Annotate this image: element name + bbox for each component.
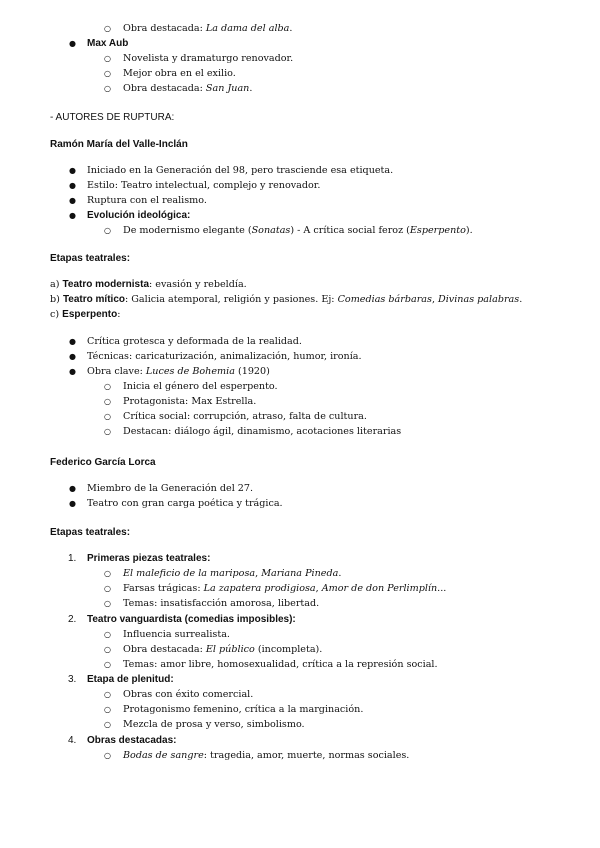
text-line: Obra destacada: El público (incompleta).	[123, 644, 323, 655]
subheading: Etapas teatrales:	[50, 253, 131, 264]
circle-bullet-icon: ○	[104, 660, 111, 669]
text-line: a) Teatro modernista: evasión y rebeldía.	[50, 279, 247, 290]
numbered-item-title: Obras destacadas:	[87, 735, 177, 746]
circle-bullet-icon: ○	[104, 645, 111, 654]
text-line: Influencia surrealista.	[123, 629, 230, 640]
list-number: 4.	[68, 735, 77, 746]
text-line: Novelista y dramaturgo renovador.	[123, 53, 294, 64]
author-heading: Federico García Lorca	[50, 457, 156, 468]
text-line: Destacan: diálogo ágil, dinamismo, acotaciones literarias	[123, 426, 402, 437]
text-line: Temas: amor libre, homosexualidad, crítica a la represión social.	[123, 659, 438, 670]
text-line: Obra destacada: La dama del alba.	[123, 23, 293, 34]
text-line: b) Teatro mítico: Galicia atemporal, religión y pasiones. Ej: Comedias bárbaras, Divinas palabras.	[50, 294, 523, 305]
circle-bullet-icon: ○	[104, 751, 111, 760]
text-line: Obra destacada: San Juan.	[123, 83, 253, 94]
circle-bullet-icon: ○	[104, 69, 111, 78]
list-number: 2.	[68, 614, 77, 625]
circle-bullet-icon: ○	[104, 24, 111, 33]
circle-bullet-icon: ○	[104, 427, 111, 436]
circle-bullet-icon: ○	[104, 690, 111, 699]
bullet-icon: ●	[69, 337, 76, 346]
text-line: Crítica social: corrupción, atraso, falta de cultura.	[123, 411, 367, 422]
author-name: Max Aub	[87, 38, 129, 49]
text-line: Farsas trágicas: La zapatera prodigiosa, Amor de don Perlimplín...	[123, 583, 447, 594]
text-line: Mezcla de prosa y verso, simbolismo.	[123, 719, 305, 730]
bullet-icon: ●	[69, 367, 76, 376]
circle-bullet-icon: ○	[104, 599, 111, 608]
text-line: Ruptura con el realismo.	[87, 195, 207, 206]
text-line: Temas: insatisfacción amorosa, libertad.	[123, 598, 320, 609]
circle-bullet-icon: ○	[104, 630, 111, 639]
author-heading: Ramón María del Valle-Inclán	[50, 139, 188, 150]
text-line: Iniciado en la Generación del 98, pero trasciende esa etiqueta.	[87, 165, 394, 176]
circle-bullet-icon: ○	[104, 412, 111, 421]
text-line: El maleficio de la mariposa, Mariana Pineda.	[123, 568, 342, 579]
list-number: 3.	[68, 674, 77, 685]
circle-bullet-icon: ○	[104, 569, 111, 578]
text-line: Evolución ideológica:	[87, 210, 191, 221]
bullet-icon: ●	[69, 166, 76, 175]
bullet-icon: ●	[69, 484, 76, 493]
text-line: c) Esperpento:	[50, 309, 121, 320]
circle-bullet-icon: ○	[104, 226, 111, 235]
bullet-icon: ●	[69, 181, 76, 190]
text-line: Miembro de la Generación del 27.	[87, 483, 254, 494]
text-line: Obras con éxito comercial.	[123, 689, 254, 700]
numbered-item-title: Teatro vanguardista (comedias imposibles):	[87, 614, 296, 625]
numbered-item-title: Etapa de plenitud:	[87, 674, 174, 685]
list-number: 1.	[68, 553, 77, 564]
text-line: Inicia el género del esperpento.	[123, 381, 278, 392]
subheading: Etapas teatrales:	[50, 527, 131, 538]
circle-bullet-icon: ○	[104, 705, 111, 714]
circle-bullet-icon: ○	[104, 720, 111, 729]
text-line: Protagonismo femenino, crítica a la marginación.	[123, 704, 364, 715]
circle-bullet-icon: ○	[104, 397, 111, 406]
bullet-icon: ●	[69, 352, 76, 361]
text-line: De modernismo elegante (Sonatas) - A crítica social feroz (Esperpento).	[123, 225, 473, 236]
text-line: Protagonista: Max Estrella.	[123, 396, 257, 407]
text-line: Bodas de sangre: tragedia, amor, muerte, normas sociales.	[123, 750, 410, 761]
text-line: Crítica grotesca y deformada de la realidad.	[87, 336, 302, 347]
circle-bullet-icon: ○	[104, 382, 111, 391]
bullet-icon: ●	[69, 39, 76, 48]
text-line: Obra clave: Luces de Bohemia (1920)	[87, 366, 270, 377]
text-line: Teatro con gran carga poética y trágica.	[87, 498, 283, 509]
numbered-item-title: Primeras piezas teatrales:	[87, 553, 211, 564]
circle-bullet-icon: ○	[104, 54, 111, 63]
bullet-icon: ●	[69, 499, 76, 508]
bullet-icon: ●	[69, 211, 76, 220]
circle-bullet-icon: ○	[104, 584, 111, 593]
bullet-icon: ●	[69, 196, 76, 205]
text-line: Mejor obra en el exilio.	[123, 68, 236, 79]
circle-bullet-icon: ○	[104, 84, 111, 93]
section-heading: - AUTORES DE RUPTURA:	[50, 112, 175, 123]
text-line: Técnicas: caricaturización, animalización, humor, ironía.	[87, 351, 362, 362]
text-line: Estilo: Teatro intelectual, complejo y renovador.	[87, 180, 321, 191]
